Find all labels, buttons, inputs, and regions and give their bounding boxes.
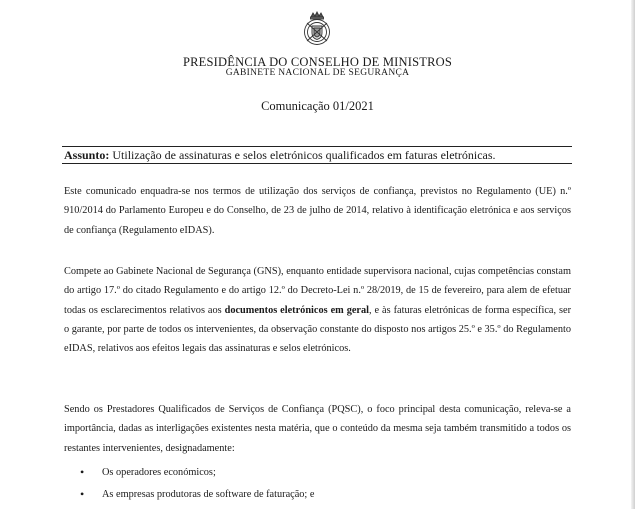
- subject-top-rule: [62, 146, 572, 147]
- subject-text: Utilização de assinaturas e selos eletrónicos qualificados em faturas eletrónicas.: [109, 148, 496, 162]
- paragraph-competence: [64, 262, 571, 358]
- list-item: • As empresas produtoras de software de faturação; e: [64, 485, 571, 507]
- subject-line: [64, 148, 496, 163]
- paragraph-competence-part-2: , e às faturas eletrónicas de forma específica, ser o garante, por parte de todos os intervenientes, da observação constante do disposto nos artigos 25.º e 35.º do Regulamento eIDAS, relativos aos efeitos legais das assinaturas e selos eletrónicos.: [64, 304, 571, 355]
- subject-bottom-rule: [62, 163, 572, 164]
- recipients-list: [64, 463, 571, 507]
- paragraph-recipients: Sendo os Prestadores Qualificados de Serviços de Confiança (PQSC), o foco principal desta comunicação, releva-se a importância, dadas as interligações existentes nesta matéria, que o conteúdo da mesma seja também transmitido a todos os restantes intervenientes, designadamente:: [64, 404, 571, 454]
- organization-name: PRESIDÊNCIA DO CONSELHO DE MINISTROS: [182, 55, 453, 69]
- paragraph-competence-emphasis: documentos eletrónicos em geral: [224, 304, 369, 316]
- office-name: GABINETE NACIONAL DE SEGURANÇA: [225, 68, 410, 78]
- portuguese-coat-of-arms-icon: [302, 11, 332, 49]
- page-edge-shadow: [631, 0, 635, 509]
- list-item: • Os operadores económicos;: [64, 463, 571, 485]
- document-title: Comunicação 01/2021: [261, 99, 374, 113]
- paragraph-competence-part-1: Compete ao Gabinete Nacional de Segurança (GNS), enquanto entidade supervisora nacional, cujas competências constam do artigo 17.º do citado Regulamento e do artigo 12.º do Decreto-Lei n.º 28/2019, de 15 de fevereiro, para alem de efetuar todas os esclarecimentos relativos aos: [64, 266, 571, 316]
- subject-label: Assunto:: [64, 148, 110, 162]
- paragraph-scope: Este comunicado enquadra-se nos termos de utilização dos serviços de confiança, previstos no Regulamento (UE) n.º 910/2014 do Parlamento Europeu e do Conselho, de 23 de julho de 2014, relativo à identificação eletrónica e aos serviços de confiança (Regulamento eIDAS).: [64, 186, 571, 236]
